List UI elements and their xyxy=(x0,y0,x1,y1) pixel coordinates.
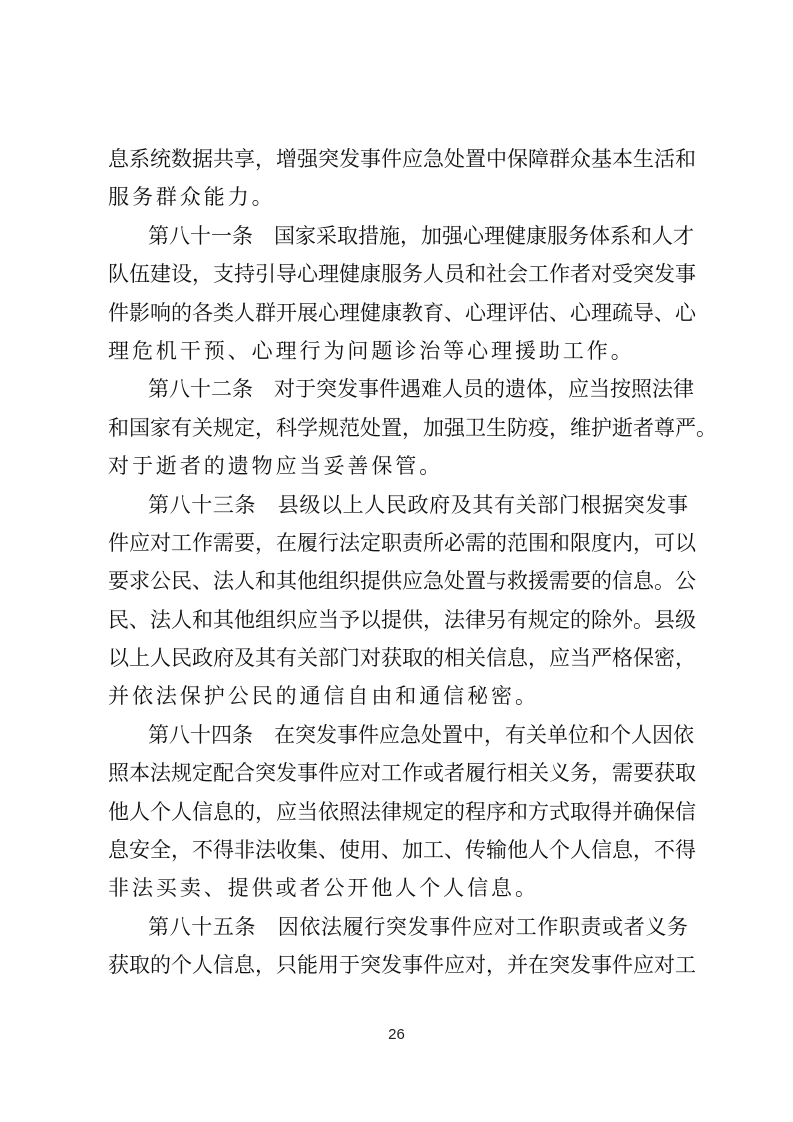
text-line: 对于逝者的遗物应当妥善保管。 xyxy=(108,454,444,479)
article-82-heading-line: 第 八 十 二 条 对 于 突 发 事 件 遇 难 人 员 的 遗 体 ， 应 当 按 照 法 律 xyxy=(148,377,694,402)
text-line: 件 影 响 的 各 类 人 群 开 展 心 理 健 康 教 育 、 心 理 评 估 、 心 理 疏 导 、 心 xyxy=(108,300,696,325)
text-line: 件 应 对 工 作 需 要 ， 在 履 行 法 定 职 责 所 必 需 的 范 围 和 限 度 内 ， 可 以 xyxy=(108,530,696,555)
article-84-heading-line: 第 八 十 四 条 在 突 发 事 件 应 急 处 置 中 ， 有 关 单 位 和 个 人 因 依 xyxy=(148,722,694,747)
body-text xyxy=(108,140,717,985)
text-line: 息 安 全 ， 不 得 非 法 收 集 、 使 用 、 加 工 、 传 输 他 人 个 人 信 息 ， 不 得 xyxy=(108,838,696,863)
text-line: 民 、 法 人 和 其 他 组 织 应 当 予 以 提 供 ， 法 律 另 有 规 定 的 除 外 。 县 级 xyxy=(108,607,696,632)
text-line: 非法买卖、提供或者公开他人个人信息。 xyxy=(108,876,539,901)
text-line: 他 人 个 人 信 息 的 ， 应 当 依 照 法 律 规 定 的 程 序 和 方 式 取 得 并 确 保 信 xyxy=(108,799,696,824)
text-line: 以 上 人 民 政 府 及 其 有 关 部 门 对 获 取 的 相 关 信 息 ， 应 当 严 格 保 密 ， xyxy=(108,646,696,671)
text-line: 要 求 公 民 、 法 人 和 其 他 组 织 提 供 应 急 处 置 与 救 援 需 要 的 信 息 。 公 xyxy=(108,569,696,594)
text-line: 理危机干预、心理行为问题诊治等心理援助工作。 xyxy=(108,338,635,363)
text-line: 照 本 法 规 定 配 合 突 发 事 件 应 对 工 作 或 者 履 行 相 关 义 务 ， 需 要 获 取 xyxy=(108,761,696,786)
article-83-heading-line: 第 八 十 三 条 县 级 以 上 人 民 政 府 及 其 有 关 部 门 根 据 突 发 事 xyxy=(148,492,688,517)
article-81-heading-line: 第 八 十 一 条 国 家 采 取 措 施 ， 加 强 心 理 健 康 服 务 体 系 和 人 才 xyxy=(148,223,694,248)
text-line: 和 国 家 有 关 规 定 ， 科 学 规 范 处 置 ， 加 强 卫 生 防 疫 ， 维 护 逝 者 尊 严 。 xyxy=(108,415,717,440)
text-line: 队 伍 建 设 ， 支 持 引 导 心 理 健 康 服 务 人 员 和 社 会 工 作 者 对 受 突 发 事 xyxy=(108,262,696,287)
text-line: 获 取 的 个 人 信 息 ， 只 能 用 于 突 发 事 件 应 对 ， 并 在 突 发 事 件 应 对 工 xyxy=(108,953,696,978)
article-85-heading-line: 第 八 十 五 条 因 依 法 履 行 突 发 事 件 应 对 工 作 职 责 或 者 义 务 xyxy=(148,914,688,939)
text-line: 息 系 统 数 据 共 享 ， 增 强 突 发 事 件 应 急 处 置 中 保 障 群 众 基 本 生 活 和 xyxy=(108,147,696,171)
page-number: 26 xyxy=(388,1026,405,1043)
text-line: 并依法保护公民的通信自由和通信秘密。 xyxy=(108,684,539,709)
text-line: 服务群众能力。 xyxy=(108,185,276,210)
